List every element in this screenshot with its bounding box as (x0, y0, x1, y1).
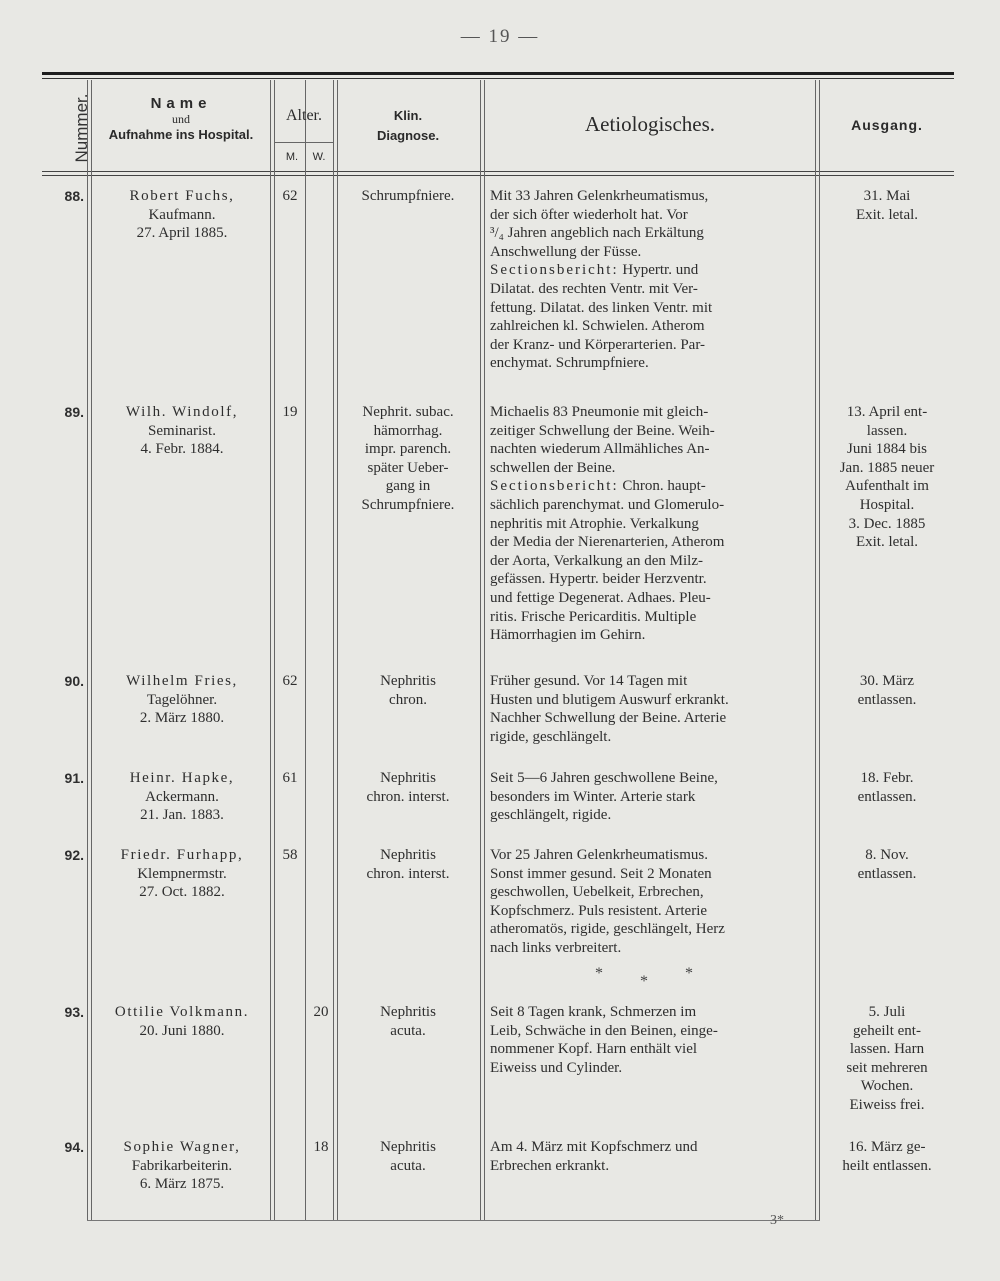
header-rule (42, 171, 954, 172)
aetiology-line: ³/₄ Jahren angeblich nach Erkältung (490, 225, 704, 242)
section-report-line: Hämorrhagien im Gehirn. (490, 627, 646, 644)
bottom-rule (87, 1220, 820, 1221)
aetiology-line: rigide, geschlängelt. (490, 728, 612, 745)
aetiology-line: Husten und blutigem Auswurf erkrankt. (490, 691, 729, 708)
row-number: 90. (64, 673, 84, 689)
outcome (822, 403, 952, 552)
aetiology-line: schwellen der Beine. (490, 459, 616, 476)
outcome-line: 16. März ge- (848, 1139, 926, 1155)
top-rule-thin (42, 78, 954, 79)
patient-name: Robert Fuchs, (129, 188, 235, 204)
header-name-line1: Name (150, 95, 212, 112)
aetiology-line: Eiweiss und Cylinder. (490, 1059, 623, 1076)
diagnosis (336, 1003, 480, 1040)
admission-date: 6. März 1875. (139, 1176, 225, 1193)
section-report-line: fettung. Dilatat. des linken Ventr. mit (490, 299, 713, 316)
row-number: 89. (64, 404, 84, 420)
section-report-text: Chron. haupt- (618, 478, 706, 495)
aetiology-line: Früher gesund. Vor 14 Tagen mit (490, 673, 688, 689)
diagnosis (336, 846, 480, 883)
top-rule (42, 72, 954, 75)
age-male: 62 (282, 188, 298, 204)
admission-date: 27. Oct. 1882. (139, 884, 225, 901)
outcome (822, 187, 952, 224)
patient-occupation: Klempnermstr. (137, 865, 227, 882)
patient-cell (94, 846, 270, 902)
header-ausgang: Ausgang. (851, 117, 923, 133)
header-m: M. (285, 151, 299, 163)
header-w: W. (312, 151, 326, 163)
header-name-line2: und (172, 112, 190, 126)
section-report-line: und fettige Degenerat. Adhaes. Pleu- (490, 589, 711, 606)
signature-mark: 3* (770, 1213, 784, 1228)
column-divider (270, 80, 271, 1220)
patient-occupation: Ackermann. (145, 788, 219, 805)
section-report-line: ritis. Frische Pericarditis. Multiple (490, 608, 697, 625)
diagnosis (336, 1138, 480, 1175)
age-male: 62 (282, 673, 298, 689)
aetiology (490, 672, 810, 746)
header-name-line3: Aufnahme ins Hospital. (108, 127, 254, 142)
aetiology-line: geschwollen, Uebelkeit, Erbrechen, (490, 884, 704, 901)
separator-star: * (595, 965, 603, 982)
column-divider (91, 80, 92, 1220)
aetiology (490, 403, 810, 645)
diagnosis-line: impr. parench. (364, 441, 452, 458)
column-divider (333, 80, 334, 1220)
section-report-line: der Media der Nierenarterien, Atherom (490, 534, 725, 551)
diagnosis-line: chron. (389, 691, 427, 708)
aetiology-line: besonders im Winter. Arterie stark (490, 788, 696, 805)
diagnosis-line: chron. interst. (366, 788, 450, 805)
outcome (822, 672, 952, 709)
section-report-line: zahlreichen kl. Schwielen. Atherom (490, 318, 705, 335)
outcome-line: entlassen. (857, 691, 917, 708)
patient-occupation: Seminarist. (148, 422, 216, 439)
outcome-line: Eiweiss frei. (849, 1096, 925, 1113)
diagnosis (336, 187, 480, 206)
patient-occupation: Kaufmann. (148, 206, 216, 223)
header-klin-diagnose (336, 106, 480, 146)
column-divider (819, 80, 820, 1220)
diagnosis-line: acuta. (390, 1022, 426, 1039)
aetiology-line: Vor 25 Jahren Gelenkrheumatismus. (490, 847, 709, 863)
patient-occupation: Tagelöhner. (146, 691, 218, 708)
header-alter: Alter. (286, 107, 322, 124)
patient-cell (94, 672, 270, 728)
column-divider (274, 80, 275, 1220)
diagnosis (336, 672, 480, 709)
outcome-line: lassen. Harn (849, 1041, 925, 1058)
header-aetiologisches: Aetiologisches. (584, 112, 716, 136)
age-female: 18 (313, 1139, 329, 1155)
column-divider (480, 80, 481, 1220)
header-rule-double (42, 175, 954, 176)
header-name (92, 95, 270, 142)
diagnosis-line: acuta. (390, 1157, 426, 1174)
admission-date: 27. April 1885. (136, 225, 228, 242)
patient-occupation: Fabrikarbeiterin. (131, 1157, 233, 1174)
section-report-line (490, 477, 810, 496)
section-report-text: Hypertr. und (618, 262, 699, 279)
aetiology (490, 1003, 810, 1077)
outcome-line: Wochen. (860, 1078, 914, 1095)
aetiology (490, 769, 810, 825)
aetiology-line: Am 4. März mit Kopfschmerz und (490, 1139, 698, 1155)
patient-cell (94, 769, 270, 825)
aetiology-line: Mit 33 Jahren Gelenkrheumatismus, (490, 188, 709, 204)
row-number: 94. (64, 1139, 84, 1155)
outcome (822, 1138, 952, 1175)
outcome-line: Aufenthalt im (845, 478, 929, 495)
diagnosis (336, 769, 480, 806)
diagnosis-line: chron. interst. (366, 865, 450, 882)
patient-name: Sophie Wagner, (123, 1139, 241, 1155)
aetiology (490, 1138, 810, 1175)
diagnosis-line: später Ueber- (367, 459, 449, 476)
outcome-line: Exit. letal. (855, 534, 919, 551)
outcome (822, 1003, 952, 1115)
aetiology-line: der sich öfter wiederholt hat. Vor (490, 206, 688, 223)
outcome-line: 31. Mai (863, 188, 911, 204)
aetiology (490, 187, 810, 373)
admission-date: 20. Juni 1880. (139, 1022, 225, 1039)
aetiology-line: Michaelis 83 Pneumonie mit gleich- (490, 404, 709, 420)
row-number: 88. (64, 188, 84, 204)
section-report-line: enchymat. Schrumpfniere. (490, 355, 649, 372)
aetiology (490, 846, 810, 958)
outcome (822, 846, 952, 883)
section-report-line: der Aorta, Verkalkung an den Milz- (490, 552, 703, 569)
outcome-line: seit mehreren (846, 1059, 928, 1076)
diagnosis-line: Nephritis (380, 673, 436, 689)
outcome-line: Hospital. (859, 496, 915, 513)
header-klin-line2: Diagnose. (376, 128, 440, 143)
aetiology-line: Sonst immer gesund. Seit 2 Monaten (490, 865, 712, 882)
row-number: 92. (64, 847, 84, 863)
separator-star: * (640, 973, 648, 990)
diagnosis-line: hämorrhag. (373, 422, 443, 439)
alter-rule (275, 142, 333, 143)
section-report-label: Sectionsbericht: (490, 478, 619, 495)
age-male: 19 (282, 404, 298, 420)
outcome-line: Juni 1884 bis (846, 441, 927, 458)
patient-name: Ottilie Volkmann. (114, 1004, 250, 1020)
header-klin-line1: Klin. (393, 108, 423, 123)
outcome-line: lassen. (866, 422, 908, 439)
outcome-line: entlassen. (857, 865, 917, 882)
outcome-line: geheilt ent- (853, 1022, 921, 1039)
column-divider (337, 80, 338, 1220)
aetiology-line: Seit 5—6 Jahren geschwollene Beine, (490, 770, 718, 786)
section-report-line: sächlich parenchymat. und Glomerulo- (490, 496, 725, 513)
age-male: 58 (282, 847, 298, 863)
section-report-line (490, 261, 810, 280)
aetiology-line: Erbrechen erkrankt. (490, 1157, 610, 1174)
admission-date: 4. Febr. 1884. (140, 441, 224, 458)
patient-cell (94, 1003, 270, 1040)
aetiology-line: Anschwellung der Füsse. (490, 243, 642, 260)
diagnosis-line: Nephritis (380, 1004, 436, 1020)
patient-cell (94, 403, 270, 459)
admission-date: 2. März 1880. (139, 710, 225, 727)
section-report-line: der Kranz- und Körperarterien. Par- (490, 336, 706, 353)
aetiology-line: zeitiger Schwellung der Beine. Weih- (490, 422, 715, 439)
outcome-line: 5. Juli (868, 1004, 906, 1020)
outcome-line: 13. April ent- (846, 404, 928, 420)
aetiology-line: nachten wiederum Allmähliches An- (490, 441, 710, 458)
admission-date: 21. Jan. 1883. (140, 807, 224, 824)
aetiology-line: nommener Kopf. Harn enthält viel (490, 1041, 698, 1058)
outcome-line: entlassen. (857, 788, 917, 805)
section-report-line: Dilatat. des rechten Ventr. mit Ver- (490, 280, 698, 297)
outcome-line: 3. Dec. 1885 (848, 515, 926, 532)
patient-cell (94, 1138, 270, 1194)
column-divider (815, 80, 816, 1220)
age-female: 20 (313, 1004, 329, 1020)
patient-name: Heinr. Hapke, (129, 770, 235, 786)
row-number: 93. (64, 1004, 84, 1020)
diagnosis-line: gang in (385, 478, 431, 495)
patient-name: Wilh. Windolf, (125, 404, 239, 420)
page-number: — 19 — (460, 26, 540, 47)
age-male: 61 (282, 770, 298, 786)
outcome-line: 18. Febr. (860, 770, 914, 786)
diagnosis-line: Nephritis (380, 770, 436, 786)
column-divider-mw (305, 80, 306, 1220)
diagnosis-line: Schrumpfniere. (361, 496, 455, 513)
column-divider (484, 80, 485, 1220)
diagnosis-line: Nephritis (380, 847, 436, 863)
aetiology-line: Leib, Schwäche in den Beinen, einge- (490, 1022, 718, 1039)
header-nummer: Nummer. (72, 93, 91, 163)
patient-name: Wilhelm Fries, (126, 673, 238, 689)
outcome-line: Jan. 1885 neuer (839, 459, 935, 476)
aetiology-line: Seit 8 Tagen krank, Schmerzen im (490, 1004, 697, 1020)
diagnosis-line: Nephrit. subac. (362, 404, 454, 420)
patient-cell (94, 187, 270, 243)
separator-star: * (685, 965, 693, 982)
diagnosis (336, 403, 480, 515)
aetiology-line: nach links verbreitert. (490, 939, 622, 956)
column-divider (87, 80, 88, 1220)
section-report-label: Sectionsbericht: (490, 262, 619, 279)
outcome (822, 769, 952, 806)
section-report-line: nephritis mit Atrophie. Verkalkung (490, 515, 699, 532)
outcome-line: heilt entlassen. (842, 1157, 932, 1174)
aetiology-line: geschlängelt, rigide. (490, 807, 612, 824)
aetiology-line: atheromatös, rigide, geschlängelt, Herz (490, 921, 725, 938)
diagnosis-line: Nephritis (380, 1139, 436, 1155)
aetiology-line: Nachher Schwellung der Beine. Arterie (490, 710, 727, 727)
patient-name: Friedr. Furhapp, (120, 847, 244, 863)
section-report-line: gefässen. Hypertr. beider Herzventr. (490, 571, 707, 588)
outcome-line: 8. Nov. (865, 847, 909, 863)
outcome-line: 30. März (859, 673, 915, 689)
outcome-line: Exit. letal. (855, 206, 919, 223)
row-number: 91. (64, 770, 84, 786)
aetiology-line: Kopfschmerz. Puls resistent. Arterie (490, 902, 708, 919)
diagnosis-line: Schrumpfniere. (361, 188, 455, 204)
